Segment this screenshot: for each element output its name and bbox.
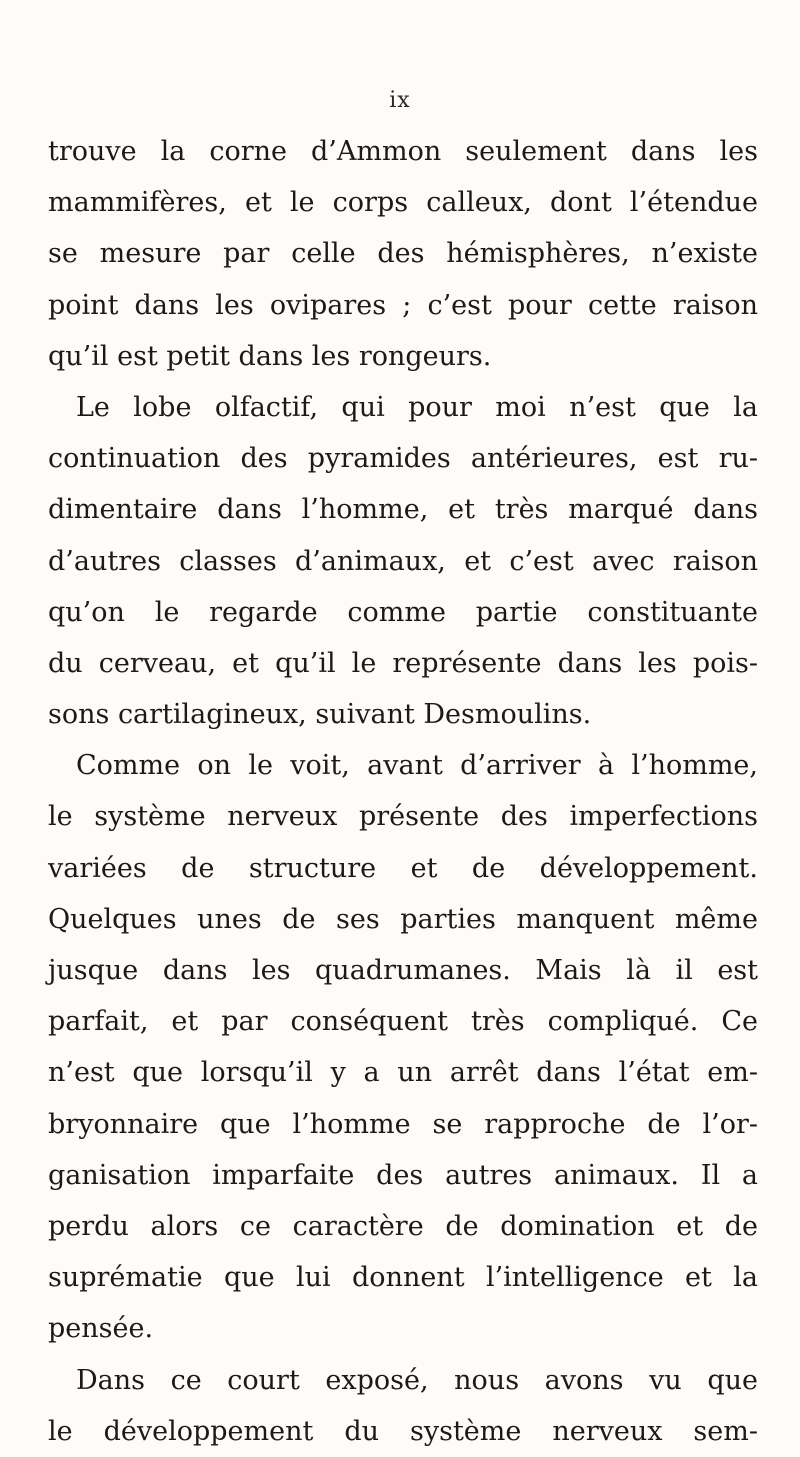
- text-line: sons cartilagineux, suivant Desmoulins.: [48, 699, 592, 731]
- text-line: parfait, et par conséquent très compliqué. Ce: [48, 1006, 758, 1038]
- text-line: du cerveau, et qu’il le représente dans les pois-: [48, 647, 758, 679]
- text-line: bryonnaire que l’homme se rapproche de l’or-: [48, 1108, 758, 1140]
- text-line: continuation des pyramides antérieures, est ru-: [48, 443, 758, 475]
- text-line: qu’il est petit dans les rongeurs.: [48, 340, 492, 372]
- text-line: variées de structure et de développement.: [48, 852, 758, 884]
- text-line: d’autres classes d’animaux, et c’est avec raison: [48, 545, 758, 577]
- text-line: perdu alors ce caractère de domination et de: [48, 1210, 758, 1242]
- text-line: n’est que lorsqu’il y a un arrêt dans l’état em-: [48, 1057, 758, 1089]
- text-line: pensée.: [48, 1313, 154, 1345]
- text-line: point dans les ovipares ; c’est pour cette raison: [48, 289, 758, 321]
- text-line: ganisation imparfaite des autres animaux. Il a: [48, 1159, 758, 1191]
- body-text: [48, 126, 758, 1457]
- text-line: qu’on le regarde comme partie constituante: [48, 596, 758, 628]
- text-line: Dans ce court exposé, nous avons vu que: [76, 1364, 758, 1396]
- text-line: suprématie que lui donnent l’intelligence et la: [48, 1262, 758, 1294]
- page-number: ix: [389, 88, 411, 113]
- text-line: trouve la corne d’Ammon seulement dans les: [48, 136, 758, 167]
- text-line: Quelques unes de ses parties manquent même: [48, 903, 758, 935]
- text-line: mammifères, et le corps calleux, dont l’étendue: [48, 187, 758, 219]
- text-line: Le lobe olfactif, qui pour moi n’est que la: [76, 391, 758, 423]
- text-line: jusque dans les quadrumanes. Mais là il est: [48, 955, 758, 986]
- text-line: Comme on le voit, avant d’arriver à l’homme,: [76, 750, 758, 782]
- text-line: se mesure par celle des hémisphères, n’existe: [48, 238, 758, 270]
- text-line: dimentaire dans l’homme, et très marqué dans: [48, 494, 758, 526]
- text-line: le système nerveux présente des imperfections: [48, 801, 758, 833]
- text-line: le développement du système nerveux sem-: [48, 1415, 758, 1447]
